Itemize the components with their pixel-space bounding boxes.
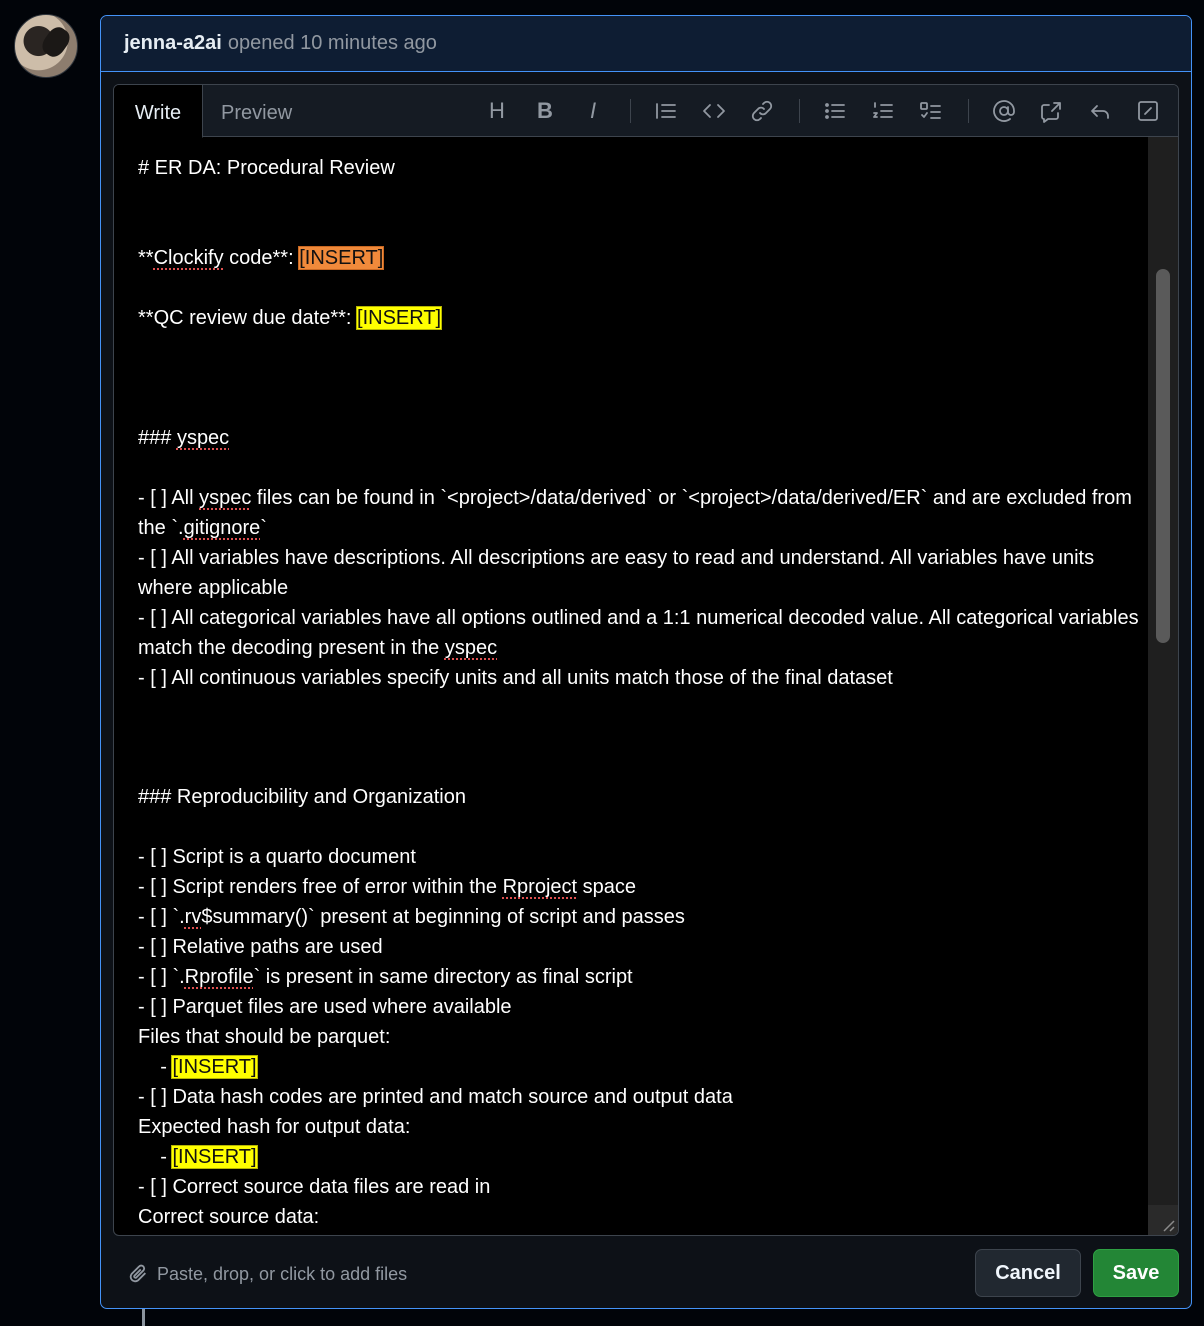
insert-placeholder: [INSERT] (357, 307, 442, 329)
bold-icon[interactable]: B (537, 98, 553, 123)
repro-item-10: Expected hash for output data: (138, 1116, 411, 1138)
tab-preview[interactable]: Preview (221, 102, 293, 124)
link-icon[interactable] (749, 98, 775, 124)
editor-tabbar (114, 85, 1178, 137)
heading-icon[interactable]: H (489, 98, 505, 123)
yspec-item-2: - [ ] All variables have descriptions. All descriptions are easy to read and understand. All variables have units where applicable (138, 547, 1095, 599)
task-list-icon[interactable] (918, 98, 944, 124)
repro-item-9: - [ ] Data hash codes are printed and match source and output data (138, 1086, 733, 1108)
quote-icon[interactable] (653, 98, 679, 124)
repro-item-11: - [INSERT] (138, 1146, 257, 1168)
timeline-line (142, 1308, 145, 1326)
comment-meta[interactable]: opened 10 minutes ago (227, 32, 437, 54)
qc-line: **QC review due date**: [INSERT] (138, 307, 442, 329)
paperclip-icon (127, 1263, 149, 1285)
repro-item-4: - [ ] Relative paths are used (138, 936, 383, 958)
repro-item-12: - [ ] Correct source data files are read in (138, 1176, 491, 1198)
reply-icon[interactable] (1087, 98, 1113, 124)
fullscreen-icon[interactable] (1135, 98, 1161, 124)
cancel-button[interactable]: Cancel (975, 1249, 1081, 1297)
code-icon[interactable] (701, 98, 727, 124)
insert-placeholder: [INSERT] (299, 247, 384, 269)
comment-body-textarea[interactable] (114, 137, 1148, 1236)
italic-icon[interactable]: I (589, 98, 597, 123)
yspec-item-4: - [ ] All continuous variables specify units and all units match those of the final dataset (138, 667, 893, 689)
avatar[interactable] (14, 14, 78, 78)
toolbar-divider (630, 99, 631, 123)
repro-item-7: Files that should be parquet: (138, 1026, 391, 1048)
repro-item-8: - [INSERT] (138, 1056, 257, 1078)
author-link[interactable]: jenna-a2ai (124, 32, 222, 54)
yspec-item-3: - [ ] All categorical variables have all options outlined and a 1:1 numerical decoded value. All categorical variables match the decoding present in the yspec (138, 607, 1139, 659)
repro-item-5: - [ ] `.Rprofile` is present in same directory as final script (138, 966, 633, 988)
clockify-line: **Clockify code**: [INSERT] (138, 247, 384, 269)
repro-heading-line: ### Reproducibility and Organization (138, 786, 466, 808)
comment-edit-card (100, 15, 1192, 1309)
resize-handle-icon[interactable] (1148, 1205, 1178, 1235)
comment-header (101, 16, 1191, 72)
scrollbar-thumb[interactable] (1156, 269, 1170, 643)
body-line: # ER DA: Procedural Review (138, 157, 395, 179)
save-button[interactable]: Save (1093, 1249, 1179, 1297)
toolbar-divider (799, 99, 800, 123)
attach-files-label: Paste, drop, or click to add files (157, 1263, 408, 1284)
mention-icon[interactable] (991, 98, 1017, 124)
insert-placeholder: [INSERT] (172, 1146, 257, 1168)
cross-reference-icon[interactable] (1039, 98, 1065, 124)
markdown-editor (113, 84, 1179, 1236)
repro-item-6: - [ ] Parquet files are used where available (138, 996, 512, 1018)
repro-item-1: - [ ] Script is a quarto document (138, 846, 416, 868)
attach-files-hint[interactable] (127, 1263, 407, 1285)
yspec-heading-line: ### yspec (138, 427, 230, 449)
repro-item-3: - [ ] `.rv$summary()` present at beginning of script and passes (138, 906, 685, 928)
insert-placeholder: [INSERT] (172, 1056, 257, 1078)
unordered-list-icon[interactable] (822, 98, 848, 124)
yspec-item-1: - [ ] All yspec files can be found in `<project>/data/derived` or `<project>/data/derived/ER` and are excluded from the `.gitignore` (138, 487, 1132, 539)
repro-item-13: Correct source data: (138, 1206, 320, 1228)
ordered-list-icon[interactable] (870, 98, 896, 124)
vertical-scrollbar[interactable] (1148, 137, 1178, 1207)
toolbar-divider (968, 99, 969, 123)
repro-item-2: - [ ] Script renders free of error within the Rproject space (138, 876, 637, 898)
tab-write[interactable]: Write (114, 85, 203, 138)
